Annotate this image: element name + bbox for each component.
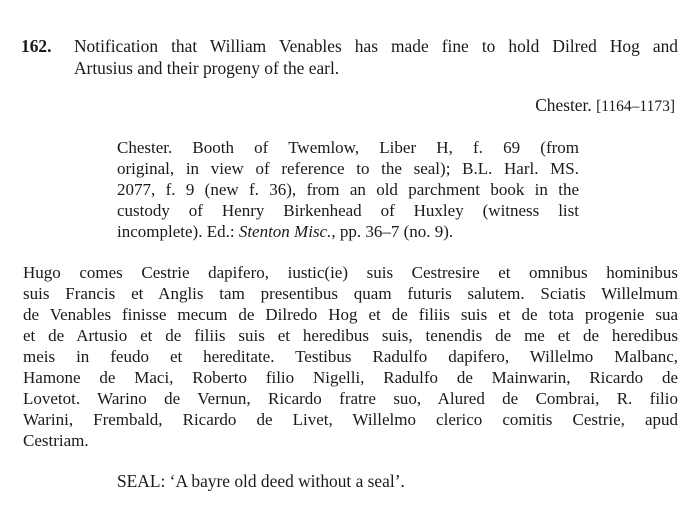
charter-date: [1164–1173] [596,98,675,115]
source-line-5-text: incomplete). Ed.: [117,222,239,241]
edition-title: Stenton Misc. [238,222,332,241]
text-line-2: suis Francis et Anglis tam presentibus quam futuris salutem. Sciatis Willelmum [23,284,678,303]
charter-summary-line-2: Artusius and their progeny of the earl. [74,58,340,78]
source-line-2: original, in view of reference to the seal); B.L. Harl. MS. [117,159,579,178]
charter-number: 162. [21,36,52,56]
text-line-6: Hamone de Maci, Roberto filio Nigelli, Radulfo de Mainwarin, Ricardo de [23,368,678,387]
text-line-7: Lovetot. Warino de Vernun, Ricardo fratre suo, Alured de Combrai, R. filio [23,389,678,408]
charter-dateline [535,95,675,117]
text-line-4: et de Artusio et de filiis suis et heredibus suis, tenendis de me et de heredibus [23,326,678,345]
source-line-3: 2077, f. 9 (new f. 36), from an old parchment book in the [117,180,579,199]
text-line-5: meis in feudo et hereditate. Testibus Radulfo dapifero, Willelmo Malbanc, [23,347,678,366]
text-line-9: Cestriam. [23,431,89,450]
seal-note: SEAL: ‘A bayre old deed without a seal’. [117,471,405,491]
text-line-1: Hugo comes Cestrie dapifero, iustic(ie) suis Cestresire et omnibus hominibus [23,263,678,282]
source-line-5 [117,222,453,242]
source-line-4: custody of Henry Birkenhead of Huxley (witness list [117,201,579,220]
charter-summary-line-1: Notification that William Venables has made fine to hold Dilred Hog and [74,36,678,56]
source-line-1: Chester. Booth of Twemlow, Liber H, f. 69 (from [117,138,579,157]
text-line-3: de Venables finisse mecum de Dilredo Hog et de filiis suis et de tota progenie sua [23,305,678,324]
charter-place: Chester. [535,95,592,115]
edition-reference: , pp. 36–7 (no. 9). [331,222,454,241]
text-line-8: Warini, Frembald, Ricardo de Livet, Willelmo clerico comitis Cestrie, apud [23,410,678,429]
